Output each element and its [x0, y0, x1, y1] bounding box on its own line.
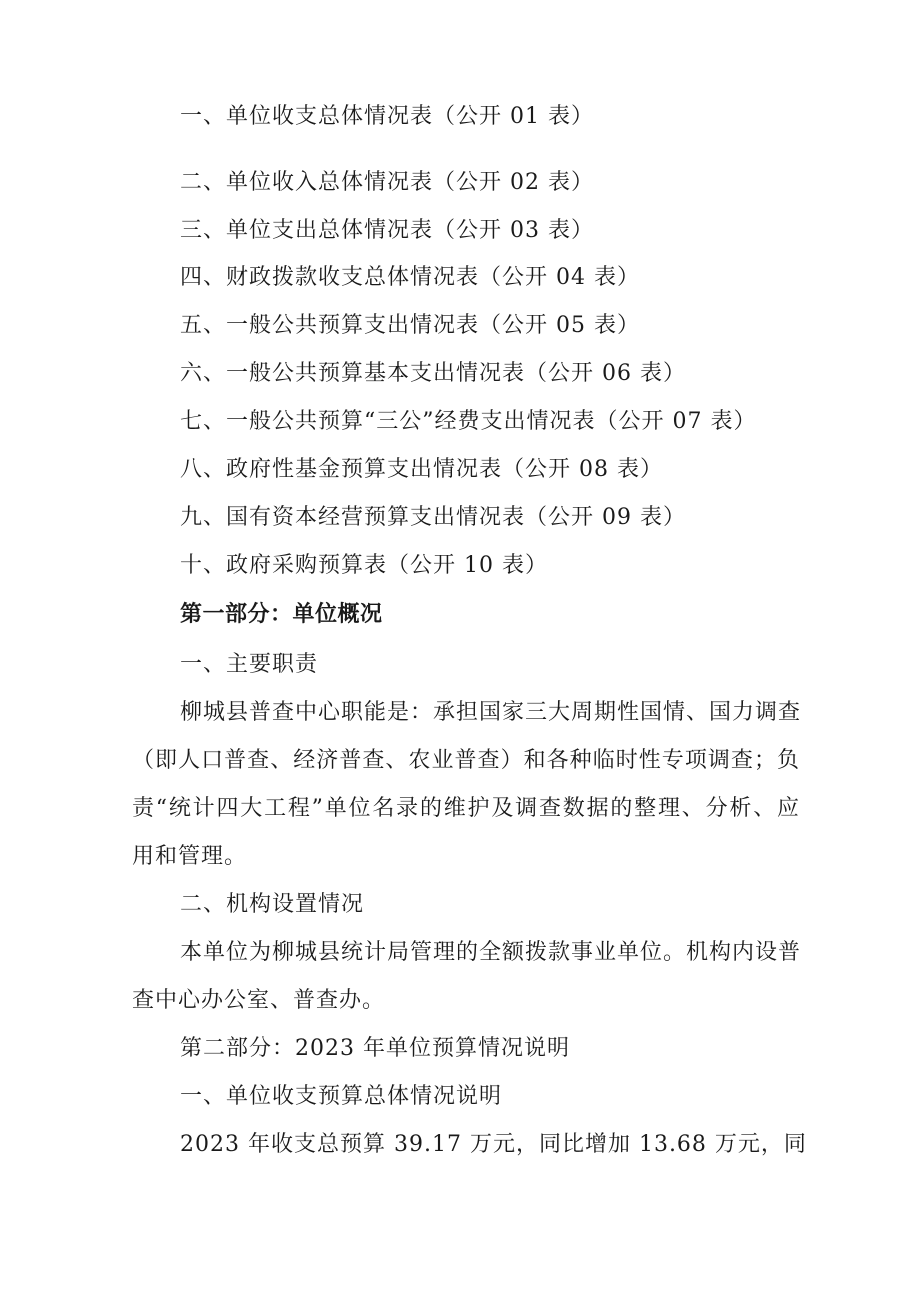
part1-title: 第一部分：单位概况 — [180, 602, 383, 627]
toc-item-08: 八、政府性基金预算支出情况表（公开 08 表） — [180, 457, 663, 482]
section1-line-1: 2023 年收支总预算 39.17 万元，同比增加 13.68 万元，同 — [180, 1132, 807, 1157]
duties-line-3: 责“统计四大工程”单位名录的维护及调查数据的整理、分析、应 — [132, 796, 800, 821]
toc-item-09: 九、国有资本经营预算支出情况表（公开 09 表） — [180, 505, 686, 530]
part2-title: 第二部分：2023 年单位预算情况说明 — [180, 1036, 570, 1061]
duties-line-1: 柳城县普查中心职能是：承担国家三大周期性国情、国力调查 — [180, 700, 802, 725]
duties-line-2: （即人口普查、经济普查、农业普查）和各种临时性专项调查；负 — [132, 748, 800, 773]
duties-heading: 一、主要职责 — [180, 652, 319, 677]
toc-item-02: 二、单位收入总体情况表（公开 02 表） — [180, 170, 594, 195]
toc-item-05: 五、一般公共预算支出情况表（公开 05 表） — [180, 313, 640, 338]
toc-item-07: 七、一般公共预算“三公”经费支出情况表（公开 07 表） — [180, 409, 757, 434]
toc-item-06: 六、一般公共预算基本支出情况表（公开 06 表） — [180, 361, 686, 386]
org-line-2: 查中心办公室、普查办。 — [132, 988, 386, 1013]
toc-item-03: 三、单位支出总体情况表（公开 03 表） — [180, 218, 594, 243]
toc-item-10: 十、政府采购预算表（公开 10 表） — [180, 553, 548, 578]
org-heading: 二、机构设置情况 — [180, 892, 365, 917]
section1-heading: 一、单位收支预算总体情况说明 — [180, 1084, 503, 1109]
duties-line-4: 用和管理。 — [132, 844, 248, 869]
org-line-1: 本单位为柳城县统计局管理的全额拨款事业单位。机构内设普 — [180, 940, 802, 965]
toc-item-04: 四、财政拨款收支总体情况表（公开 04 表） — [180, 265, 640, 290]
toc-item-01: 一、单位收支总体情况表（公开 01 表） — [180, 104, 594, 129]
